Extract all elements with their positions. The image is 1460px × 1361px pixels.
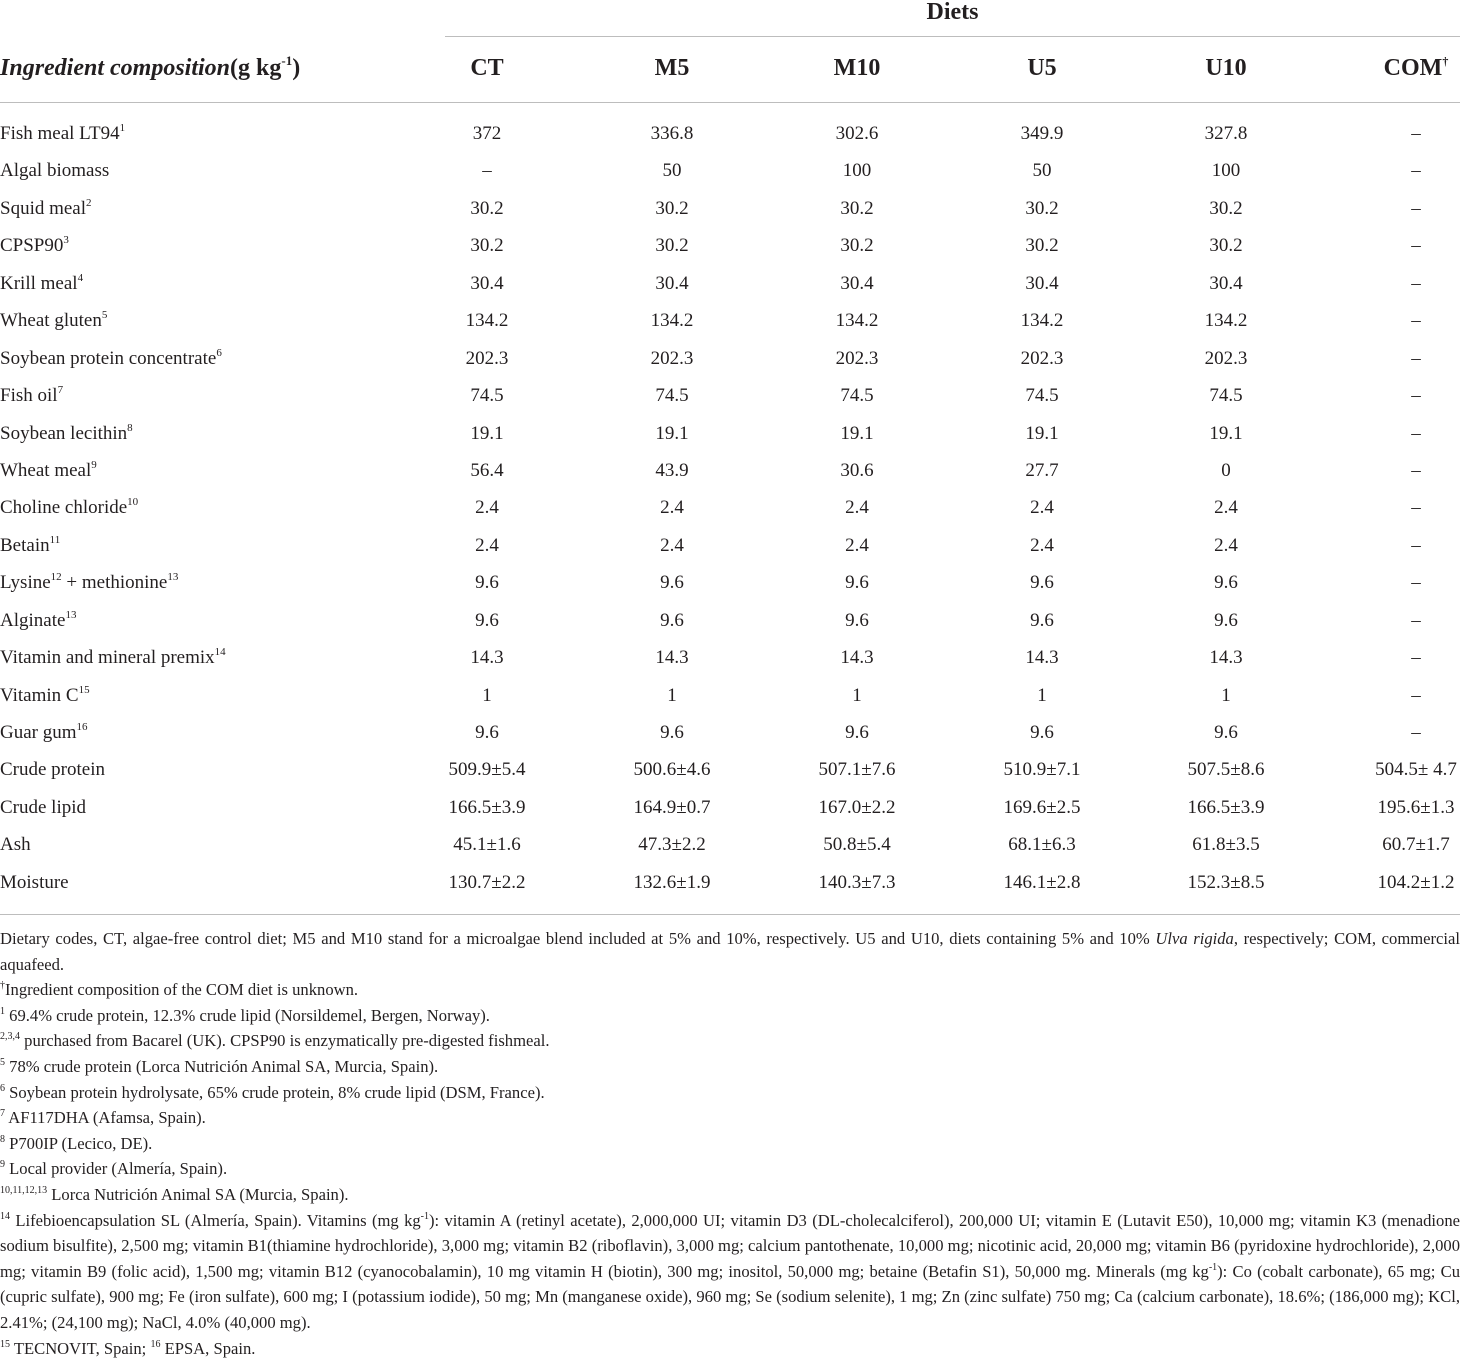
cell-u5: 146.1±2.8 — [1003, 871, 1081, 893]
cell-com: – — [1411, 459, 1421, 481]
row-label-footnote-mark: 2 — [86, 196, 92, 209]
cell-u10: 61.8±3.5 — [1192, 834, 1260, 856]
table-row — [0, 826, 1460, 863]
table-row — [0, 340, 1460, 377]
footnote-14 — [0, 1208, 1460, 1336]
footnote-14-text-b: ): vitamin A (retinyl acetate), 2,000,000 UI; vitamin D3 (DL-cholecalciferol), 200,000 UI; vitamin E (Lutavit E50), 10,000 mg; vitamin K3 (menadione sodium bisulfite), 2,500 mg; vitamin B1(thiamine hydrochloride), 3,000 mg; vitamin B2 (riboflavin), 3,000 mg; calcium pantothenate, 10,000 mg; nicotinic acid, 20,000 mg; vitamin B6 (pyridoxine hydrochloride), 2,000 mg; vitamin B9 (folic acid), 1,500 mg; vitamin B12 (cyanocobalamin), 10 mg vitamin H (biotin), 300 mg; inositol, 50,000 mg; betaine (Betafin S1), 50,000 mg. Minerals (mg kg — [0, 1210, 1460, 1281]
column-header-m5: M5 — [654, 55, 690, 81]
row-label-footnote-mark: 1 — [119, 122, 126, 134]
cell-ct: 9.6 — [475, 722, 499, 743]
cell-u5: 134.2 — [1020, 310, 1064, 332]
cell-u10: 2.4 — [1214, 497, 1238, 519]
row-label-footnote-mark: 6 — [216, 346, 222, 359]
cell-ct: 30.2 — [470, 197, 504, 219]
footnote-dagger-mark: † — [0, 980, 5, 992]
table-row — [0, 714, 1460, 751]
header-unit-text: (g kg — [230, 55, 282, 81]
cell-u5: 2.4 — [1030, 497, 1054, 519]
row-label-text: Guar gum — [0, 722, 77, 743]
cell-m5: 164.9±0.7 — [633, 796, 711, 818]
table-footnotes — [0, 926, 1460, 1361]
cell-com: 104.2±1.2 — [1377, 871, 1455, 893]
header-unit-exponent: -1 — [281, 53, 293, 68]
footnote-14-exp-a: -1 — [420, 1210, 430, 1222]
cell-u10: 327.8 — [1204, 123, 1248, 144]
cell-m5: 9.6 — [660, 609, 684, 631]
row-label-footnote-mark: 7 — [57, 384, 64, 397]
cell-com: – — [1411, 310, 1421, 332]
table-row — [0, 864, 1460, 901]
cell-m10: 30.4 — [840, 272, 874, 294]
footnote-14-exp-b: -1 — [1208, 1261, 1218, 1273]
cell-com: – — [1411, 347, 1421, 369]
row-label-text: CPSP90 — [0, 235, 64, 257]
row-label — [0, 152, 109, 189]
cell-u10: 507.5±8.6 — [1187, 759, 1265, 781]
row-label — [0, 489, 138, 526]
row-label — [0, 864, 69, 901]
row-label — [0, 415, 133, 452]
cell-m10: 19.1 — [840, 422, 874, 444]
table-row — [0, 602, 1460, 639]
cell-u5: 510.9±7.1 — [1003, 759, 1081, 781]
footnote-9-text: Local provider (Almería, Spain). — [5, 1159, 228, 1179]
cell-ct: 9.6 — [475, 609, 499, 631]
cell-m10: 2.4 — [845, 497, 869, 519]
row-label-text: Wheat gluten — [0, 310, 102, 332]
column-header-com — [1356, 50, 1460, 86]
cell-u5: 1 — [1037, 684, 1047, 706]
header-label-text: Ingredient composition — [0, 55, 231, 81]
cell-ct: 166.5±3.9 — [448, 796, 526, 818]
row-label — [0, 564, 178, 601]
cell-m10: 30.2 — [840, 197, 874, 219]
cell-ct: 1 — [482, 684, 492, 706]
cell-m10: 74.5 — [840, 385, 874, 407]
cell-com: – — [1411, 684, 1421, 706]
cell-com: – — [1411, 197, 1421, 219]
row-label — [0, 527, 60, 564]
table-row — [0, 489, 1460, 526]
cell-com: – — [1411, 123, 1421, 144]
cell-m5: 336.8 — [650, 123, 694, 144]
footnote-9-mark: 9 — [0, 1159, 5, 1171]
table-row — [0, 377, 1460, 414]
cell-m10: 30.2 — [840, 235, 874, 257]
column-header-com-marker: † — [1442, 54, 1449, 68]
footnote-7-text: AF117DHA (Afamsa, Spain). — [5, 1108, 206, 1128]
footnote-10-13-text: Lorca Nutrición Animal SA (Murcia, Spain). — [47, 1184, 349, 1204]
cell-com: – — [1411, 534, 1421, 556]
cell-m10: 30.6 — [840, 459, 874, 481]
cell-ct: 130.7±2.2 — [448, 871, 526, 893]
header-label — [0, 50, 300, 86]
row-label-footnote-mark: 12 — [50, 571, 62, 584]
footnote-dagger-text: Ingredient composition of the COM diet is unknown. — [5, 980, 359, 1000]
row-label-suffix: + methionine — [61, 572, 168, 594]
cell-m10: 2.4 — [845, 534, 869, 556]
cell-m5: 2.4 — [660, 497, 684, 519]
cell-m5: 1 — [667, 684, 677, 706]
cell-com: – — [1411, 272, 1421, 294]
cell-m5: 14.3 — [655, 647, 689, 669]
footnote-15-16 — [0, 1336, 1460, 1361]
row-label-text: Moisture — [0, 871, 69, 893]
cell-m5: 30.2 — [655, 235, 689, 257]
cell-m10: 9.6 — [845, 609, 869, 631]
cell-m5: 500.6±4.6 — [633, 759, 711, 781]
cell-u10: 0 — [1221, 459, 1231, 481]
table-row — [0, 677, 1460, 714]
cell-u5: 2.4 — [1030, 534, 1054, 556]
cell-m5: 134.2 — [650, 310, 694, 332]
row-label — [0, 751, 105, 788]
row-label — [0, 227, 69, 264]
cell-m5: 43.9 — [655, 459, 689, 481]
cell-com: – — [1411, 609, 1421, 631]
cell-m5: 74.5 — [655, 385, 689, 407]
row-label-text: Crude protein — [0, 759, 106, 781]
cell-ct: 56.4 — [470, 459, 504, 481]
table-row — [0, 227, 1460, 264]
footnote-15-mark: 15 — [0, 1338, 10, 1350]
cell-m5: 47.3±2.2 — [638, 834, 706, 856]
cell-u5: 30.2 — [1025, 197, 1059, 219]
cell-u10: 2.4 — [1214, 534, 1238, 556]
row-label — [0, 826, 31, 863]
cell-m10: 134.2 — [835, 310, 879, 332]
cell-u5: 27.7 — [1025, 459, 1059, 481]
cell-u5: 169.6±2.5 — [1003, 796, 1081, 818]
cell-u10: 19.1 — [1209, 422, 1243, 444]
cell-ct: 14.3 — [470, 647, 504, 669]
row-label-text: Soybean protein concentrate — [0, 347, 217, 369]
cell-com: – — [1411, 647, 1421, 669]
cell-com: – — [1411, 385, 1421, 407]
table-row — [0, 639, 1460, 676]
cell-m10: 167.0±2.2 — [818, 796, 896, 818]
cell-ct: – — [482, 160, 492, 182]
row-label-text: Alginate — [0, 609, 66, 631]
cell-u5: 50 — [1032, 160, 1052, 182]
cell-m10: 50.8±5.4 — [823, 834, 891, 856]
cell-u5: 19.1 — [1025, 422, 1059, 444]
row-label-text: Squid meal — [0, 197, 87, 219]
cell-u5: 202.3 — [1020, 347, 1064, 369]
cell-u10: 1 — [1221, 684, 1231, 706]
row-label-text: Choline chloride — [0, 497, 128, 519]
footnote-16-text: EPSA, Spain. — [160, 1338, 256, 1358]
footnote-2-3-4-mark: 2,3,4 — [0, 1031, 20, 1043]
cell-com: 195.6±1.3 — [1377, 796, 1455, 818]
row-label-text: Betain — [0, 534, 50, 556]
cell-ct: 509.9±5.4 — [448, 759, 526, 781]
row-label-footnote-mark: 16 — [76, 721, 88, 733]
row-label-footnote-mark: 14 — [214, 646, 226, 659]
cell-ct: 30.2 — [470, 235, 504, 257]
row-label — [0, 639, 226, 676]
table-row — [0, 751, 1460, 788]
footnote-2-3-4-text: purchased from Bacarel (UK). CPSP90 is enzymatically pre-digested fishmeal. — [20, 1031, 550, 1051]
footnote-1-text: 69.4% crude protein, 12.3% crude lipid (Norsildemel, Bergen, Norway). — [5, 1005, 490, 1025]
footnote-2-3-4 — [0, 1028, 1460, 1054]
row-label — [0, 115, 125, 152]
header-unit-close: ) — [292, 55, 301, 81]
row-label — [0, 677, 90, 714]
footnote-14-mark: 14 — [0, 1210, 10, 1222]
cell-m10: 100 — [842, 160, 872, 182]
table-row — [0, 415, 1460, 452]
cell-m10: 1 — [852, 684, 862, 706]
column-header-u5: U5 — [1027, 55, 1057, 81]
cell-m5: 30.2 — [655, 197, 689, 219]
row-label — [0, 340, 222, 377]
footnote-dagger — [0, 977, 1460, 1003]
footnote-14-text-c: ): Co (cobalt carbonate), 65 mg; Cu (cupric sulfate), 900 mg; Fe (iron sulfate), 600 mg; I (potassium iodide), 50 mg; Mn (manganese oxide), 960 mg; Se (sodium selenite), 1 mg; Zn (zinc sulfate) 750 mg; Ca (calcium carbonate), 18.6%; (186,000 mg); KCl, 2.41%; (24,100 mg); NaCl, 4.0% (40,000 mg). — [0, 1261, 1460, 1332]
row-label-footnote-mark: 11 — [49, 533, 61, 546]
footnote-9 — [0, 1156, 1460, 1182]
cell-ct: 45.1±1.6 — [453, 834, 521, 856]
cell-com: – — [1411, 497, 1421, 519]
cell-u10: 134.2 — [1204, 310, 1248, 332]
cell-m10: 140.3±7.3 — [818, 871, 896, 893]
footnote-6-text: Soybean protein hydrolysate, 65% crude protein, 8% crude lipid (DSM, France). — [5, 1082, 545, 1102]
cell-u5: 9.6 — [1030, 572, 1054, 594]
row-label-text: Algal biomass — [0, 160, 110, 182]
row-label-footnote-mark: 5 — [101, 309, 108, 322]
cell-u10: 9.6 — [1214, 722, 1238, 743]
row-label-text: Lysine — [0, 572, 51, 594]
row-label — [0, 302, 107, 339]
table-body — [0, 115, 1460, 901]
cell-ct: 74.5 — [470, 385, 504, 407]
cell-u5: 30.4 — [1025, 272, 1059, 294]
footnote-7-mark: 7 — [0, 1108, 5, 1120]
row-label-footnote-mark: 15 — [78, 683, 90, 696]
row-label — [0, 602, 76, 639]
cell-ct: 9.6 — [475, 572, 499, 594]
cell-ct: 30.4 — [470, 272, 504, 294]
cell-u10: 30.2 — [1209, 235, 1243, 257]
cell-u10: 202.3 — [1204, 347, 1248, 369]
row-label — [0, 452, 97, 489]
table-row — [0, 265, 1460, 302]
cell-u10: 30.4 — [1209, 272, 1243, 294]
row-label-text: Krill meal — [0, 272, 78, 294]
footnote-6-mark: 6 — [0, 1082, 5, 1094]
row-label-footnote-mark: 4 — [77, 271, 84, 284]
column-header-com-label: COM — [1383, 55, 1443, 81]
cell-m5: 19.1 — [655, 422, 689, 444]
row-label-footnote-mark: 10 — [127, 496, 139, 509]
cell-u5: 9.6 — [1030, 609, 1054, 631]
footnote-5 — [0, 1054, 1460, 1080]
cell-m5: 9.6 — [660, 572, 684, 594]
footnote-7 — [0, 1105, 1460, 1131]
footnote-1 — [0, 1003, 1460, 1029]
row-label-text: Wheat meal — [0, 459, 92, 481]
cell-u10: 30.2 — [1209, 197, 1243, 219]
cell-com: – — [1411, 235, 1421, 257]
cell-ct: 2.4 — [475, 497, 499, 519]
cell-u10: 100 — [1211, 160, 1241, 182]
cell-m10: 507.1±7.6 — [818, 759, 896, 781]
cell-m5: 30.4 — [655, 272, 689, 294]
cell-ct: 202.3 — [465, 347, 509, 369]
table-row — [0, 527, 1460, 564]
row-label-footnote-mark: 13 — [167, 571, 179, 584]
row-label-footnote-mark: 8 — [127, 421, 133, 434]
footnote-intro — [0, 926, 1460, 977]
row-label — [0, 789, 86, 826]
cell-m10: 202.3 — [835, 347, 879, 369]
cell-ct: 19.1 — [470, 422, 504, 444]
table-row — [0, 115, 1460, 152]
diets-rule — [445, 36, 1460, 37]
footnote-16-mark: 16 — [150, 1338, 161, 1350]
footnote-10-13-mark: 10,11,12,13 — [0, 1184, 48, 1196]
footnote-intro-text-b: , respectively; COM, commercial aquafeed. — [0, 929, 1460, 974]
row-label-text: Fish meal LT94 — [0, 123, 120, 144]
row-label-text: Ash — [0, 834, 31, 856]
footnote-1-mark: 1 — [0, 1005, 5, 1017]
table-row — [0, 302, 1460, 339]
cell-com: – — [1411, 722, 1421, 743]
cell-m5: 132.6±1.9 — [633, 871, 711, 893]
cell-u5: 349.9 — [1020, 123, 1064, 144]
cell-m10: 14.3 — [840, 647, 874, 669]
cell-m10: 9.6 — [845, 722, 869, 743]
cell-ct: 134.2 — [465, 310, 509, 332]
table-row — [0, 789, 1460, 826]
cell-ct: 2.4 — [475, 534, 499, 556]
cell-m5: 50 — [662, 160, 682, 182]
cell-u10: 166.5±3.9 — [1187, 796, 1265, 818]
cell-u10: 9.6 — [1214, 609, 1238, 631]
row-label-footnote-mark: 9 — [91, 458, 97, 471]
footnote-8-text: P700IP (Lecico, DE). — [5, 1133, 153, 1153]
cell-m10: 9.6 — [845, 572, 869, 594]
cell-u5: 9.6 — [1030, 722, 1054, 743]
row-label-text: Vitamin and mineral premix — [0, 647, 215, 669]
footnote-6 — [0, 1080, 1460, 1106]
cell-u5: 68.1±6.3 — [1008, 834, 1076, 856]
cell-u10: 14.3 — [1209, 647, 1243, 669]
cell-com: 60.7±1.7 — [1382, 834, 1450, 856]
row-label — [0, 714, 88, 751]
row-label — [0, 190, 92, 227]
bottom-rule — [0, 914, 1460, 915]
cell-u10: 74.5 — [1209, 385, 1243, 407]
row-label-text: Vitamin C — [0, 684, 79, 706]
cell-u5: 30.2 — [1025, 235, 1059, 257]
footnote-14-text-a: Lifebioencapsulation SL (Almería, Spain). Vitamins (mg kg — [10, 1210, 421, 1230]
cell-com: – — [1411, 422, 1421, 444]
column-header-m10: M10 — [833, 55, 881, 81]
cell-u10: 9.6 — [1214, 572, 1238, 594]
header-unit — [230, 55, 300, 81]
footnote-15-text: TECNOVIT, Spain; — [10, 1338, 151, 1358]
cell-m10: 302.6 — [835, 123, 879, 144]
column-header-ct: CT — [470, 55, 504, 81]
cell-u10: 152.3±8.5 — [1187, 871, 1265, 893]
row-label-text: Soybean lecithin — [0, 422, 128, 444]
footnote-8 — [0, 1131, 1460, 1157]
table-row — [0, 190, 1460, 227]
footnote-species: Ulva rigida — [1155, 929, 1234, 948]
cell-u5: 14.3 — [1025, 647, 1059, 669]
header-rule — [0, 102, 1460, 103]
footnote-5-mark: 5 — [0, 1056, 5, 1068]
row-label-text: Crude lipid — [0, 796, 87, 818]
footnote-intro-text-a: Dietary codes, CT, algae-free control diet; M5 and M10 stand for a microalgae blend included at 5% and 10%, respectively. U5 and U10, diets containing 5% and 10% — [0, 929, 1156, 948]
row-label-footnote-mark: 3 — [63, 234, 69, 247]
row-label-text: Fish oil — [0, 385, 58, 407]
cell-com: – — [1411, 160, 1421, 182]
cell-m5: 202.3 — [650, 347, 694, 369]
footnote-8-mark: 8 — [0, 1133, 5, 1145]
table-row — [0, 564, 1460, 601]
diets-title: Diets — [926, 0, 979, 25]
footnote-10-13 — [0, 1182, 1460, 1208]
row-label — [0, 265, 83, 302]
cell-m5: 2.4 — [660, 534, 684, 556]
cell-ct: 372 — [472, 123, 502, 144]
table-row — [0, 152, 1460, 189]
cell-com: – — [1411, 572, 1421, 594]
cell-m5: 9.6 — [660, 722, 684, 743]
column-header-u10: U10 — [1205, 55, 1247, 81]
row-label — [0, 377, 63, 414]
footnote-5-text: 78% crude protein (Lorca Nutrición Animal SA, Murcia, Spain). — [5, 1056, 439, 1076]
cell-com: 504.5± 4.7 — [1375, 759, 1457, 781]
cell-u5: 74.5 — [1025, 385, 1059, 407]
row-label-footnote-mark: 13 — [65, 608, 77, 621]
table-row — [0, 452, 1460, 489]
